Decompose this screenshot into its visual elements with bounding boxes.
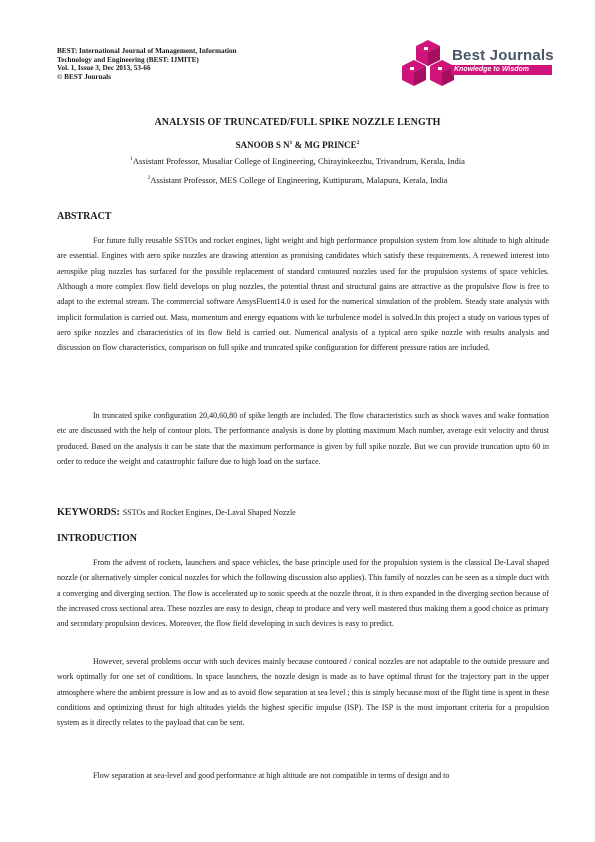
affiliation-1-text: Assistant Professor, Musaliar College of Engineering, Chirayinkeezhu, Trivandrum, Kerala, India	[132, 156, 465, 166]
introduction-heading: INTRODUCTION	[57, 533, 138, 544]
keywords-line	[57, 507, 296, 518]
affiliation-1	[0, 156, 595, 166]
introduction-paragraph-3: Flow separation at sea-level and good performance at high altitude are not compatible in terms of design and to	[93, 771, 450, 780]
logo-name: Best Journals	[452, 47, 554, 64]
abstract-paragraph-1: For future fully reusable SSTOs and rocket engines, light weight and high performance propulsion system from low altitude to high altitude are essential. Engines with aero spike nozzles are drawing attention as promising candidates which satisfy these requirements. A renewed interest into aerospike plug nozzles has surfaced for the possible replacement of standard contoured nozzles used for the propulsion systems of space vehicles. Although a more complex flow field develops on plug nozzles, the potential thrust and structural gains are attractive as the propulsive flow is free to adapt to the external stream. The commercial software AnsysFluent14.0 is used for the numerical simulation of the problem. Steady state analysis with implicit formulation is carried out. Mass, momentum and energy equations with ke turbulence model is solved.In this project a study on various types of aero spike nozzles and characteristics of its flow field is carried out. Numerical analysis of a typical aero spike nozzle with results analysis and discussion on flow characteristics, comparison on full spike and truncated spike configuration for different pressure ratios are included.	[57, 236, 549, 353]
affiliation-2-sup: 2	[147, 175, 151, 181]
author-1: SANOOB S N	[235, 140, 290, 150]
author-1-sup: 1	[289, 140, 293, 146]
affiliation-2-text: Assistant Professor, MES College of Engineering, Kuttipuram, Malapura, Kerala, India	[150, 175, 448, 185]
introduction-paragraph-1: From the advent of rockets, launchers and space vehicles, the base principle used for the propulsion system is the classical De-Laval shaped nozzle (or alternatively simpler conical nozzles for which the following discussion also applies). This family of nozzles can be seen as a simple duct with a converging and diverging section. The flow is accelerated up to sonic speeds at the nozzle throat, it is then expanded in the diverging section because of the increased cross sectional area. These nozzles are easy to design, cheap to produce and very well mastered thus making them a good choice as primary and secondary propulsion devices. Moreover, the flow field developing in such devices is easy to predict.	[57, 558, 549, 629]
author-2-sup: 2	[356, 140, 360, 146]
author-line	[0, 140, 595, 150]
journal-issue: Vol. 1, Issue 3, Dec 2013, 53-66	[57, 64, 151, 73]
journal-name-line1: BEST: International Journal of Management, Information	[57, 47, 237, 55]
affiliation-2	[0, 175, 595, 185]
affiliation-1-sup: 1	[130, 156, 133, 162]
logo-tagline: Knowledge to Wisdom	[451, 65, 552, 75]
journal-copyright: © BEST Journals	[57, 72, 111, 81]
keywords-text: SSTOs and Rocket Engines, De-Laval Shaped Nozzle	[122, 508, 296, 517]
journal-name-line2: Technology and Engineering (BEST: IJMITE)	[57, 55, 199, 64]
author-2: MG PRINCE	[304, 140, 357, 150]
keywords-heading: KEYWORDS:	[57, 507, 120, 518]
journal-header	[57, 47, 357, 81]
introduction-paragraph-2: However, several problems occur with such devices mainly because contoured / conical nozzles are not adaptable to the outside pressure and work optimally for one set of conditions. In space launchers, the nozzle design is made as to have optimal thrust for the trajectory part in the upper atmosphere where the ambient pressure is low and as to avoid flow separation at sea level ; this is simply because most of the flight time is spent in these conditions and optimizing thrust for high altitudes yields the highest specific impulse (ISP). The ISP is the most important criteria for a propulsion system as it directly relates to the payload that can be sent.	[57, 657, 549, 728]
abstract-heading: ABSTRACT	[57, 211, 112, 222]
best-journals-logo	[400, 38, 560, 88]
abstract-paragraph-2: In truncated spike configuration 20,40,60,80 of spike length are included. The flow characteristics such as shock waves and wake formation etc are discussed with the help of contour plots. The performance analysis is done by plotting maximum Mach number, average exit velocity and thrust produced. Based on the analysis it can be state that the maximum performance is given by full spike nozzle. But we can provide truncation upto 60 in order to reduce the weight and catastrophic failure due to high load on the surface.	[57, 411, 549, 467]
author-joiner: &	[292, 140, 305, 150]
cube-logo-icon	[400, 38, 456, 88]
paper-title: ANALYSIS OF TRUNCATED/FULL SPIKE NOZZLE LENGTH	[154, 117, 441, 128]
